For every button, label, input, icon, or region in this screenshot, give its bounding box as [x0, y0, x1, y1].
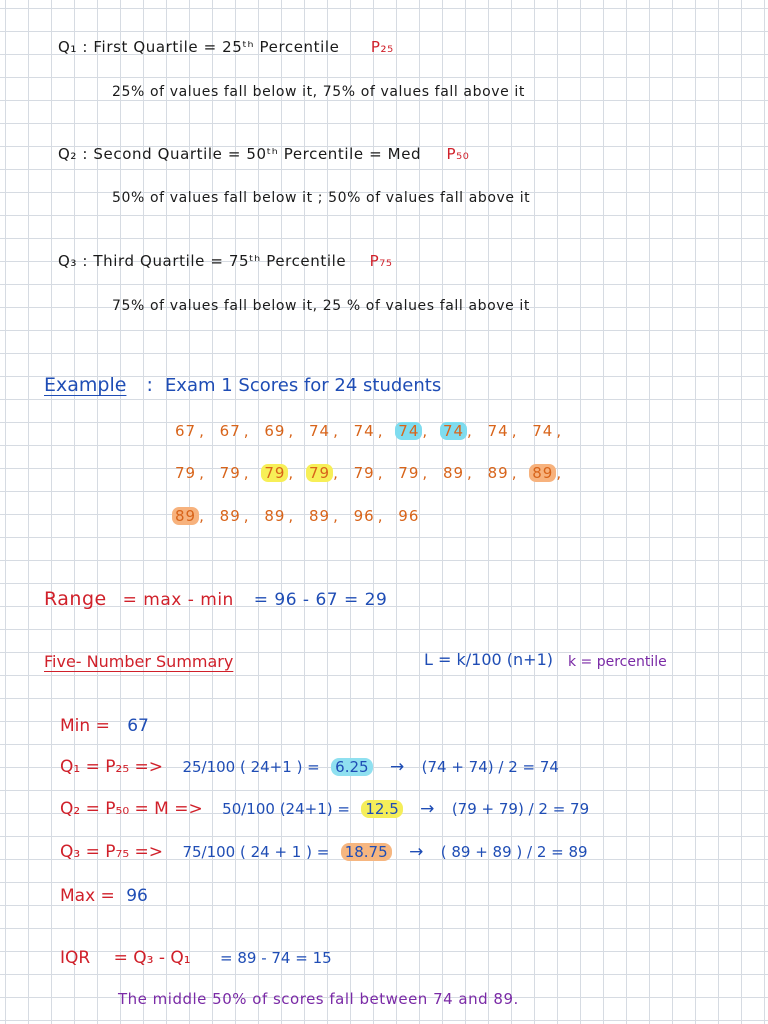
- score: 79: [398, 464, 420, 482]
- score: 89: [308, 507, 331, 525]
- q1-calc: 25/100 ( 24+1 ) =: [182, 758, 320, 776]
- q3-position-highlight: 18.75: [341, 843, 392, 861]
- score: 79: [219, 464, 241, 482]
- score: 74: [532, 422, 554, 440]
- five-number-title: Five- Number Summary: [44, 652, 234, 671]
- iqr-label: IQR: [60, 948, 91, 968]
- score: 74: [308, 422, 331, 440]
- iqr-line: [60, 948, 332, 968]
- example-subtitle: Exam 1 Scores for 24 students: [164, 375, 442, 396]
- q2-calc: 50/100 (24+1) =: [222, 800, 350, 818]
- score: 89: [487, 464, 509, 482]
- score: 89: [442, 464, 465, 482]
- q2-description: 50% of values fall below it ; 50% of values fall above it: [112, 190, 531, 206]
- q1-definition: [58, 38, 394, 56]
- range-label: Range: [44, 588, 107, 610]
- score: 96: [398, 507, 420, 525]
- q2-line: [60, 799, 589, 819]
- max-line: [60, 886, 148, 906]
- q1-arrow: →: [389, 757, 405, 777]
- range-line: [44, 588, 387, 610]
- q3-percentile-tag: P₇₅: [369, 252, 393, 270]
- example-header: [44, 374, 441, 396]
- q3-description: 75% of values fall below it, 25 % of values fall above it: [112, 298, 531, 314]
- percentile-location-formula: L = k/100 (n+1): [424, 650, 553, 669]
- q2-result: (79 + 79) / 2 = 79: [451, 800, 590, 818]
- q2-definition: [58, 145, 469, 163]
- score-highlighted: 89: [529, 464, 556, 482]
- max-label: Max =: [60, 886, 115, 906]
- q2-label: Q₂ : Second Quartile = 50ᵗʰ Percentile = Med: [58, 145, 422, 163]
- q1-percentile-tag: P₂₅: [370, 38, 394, 56]
- scores-row-2: 79 , 79 , 79 , 79 , 79 , 79 , 89 , 89 , 89 ,: [172, 464, 568, 482]
- iqr-conclusion: The middle 50% of scores fall between 74 and 89.: [118, 990, 519, 1008]
- max-value: 96: [126, 886, 148, 906]
- score: 96: [353, 507, 375, 525]
- q2-arrow: →: [420, 799, 435, 819]
- q1-result: (74 + 74) / 2 = 74: [421, 758, 559, 776]
- score-highlighted: 79: [261, 464, 288, 482]
- q3-line: [60, 842, 588, 862]
- q3-label: Q₃ : Third Quartile = 75ᵗʰ Percentile: [58, 252, 347, 270]
- score-highlighted: 89: [172, 507, 199, 525]
- q2-stat-label: Q₂ = P₅₀ = M =>: [60, 799, 203, 819]
- score: 89: [219, 507, 241, 525]
- q2-position-highlight: 12.5: [361, 800, 402, 818]
- iqr-equation: = Q₃ - Q₁: [113, 948, 191, 968]
- q2-percentile-tag: P₅₀: [446, 145, 470, 163]
- score: 69: [264, 422, 286, 440]
- q3-calc: 75/100 ( 24 + 1 ) =: [182, 843, 330, 861]
- q3-result: ( 89 + 89 ) / 2 = 89: [440, 843, 588, 861]
- score-highlighted: 79: [306, 464, 333, 482]
- example-colon: :: [146, 374, 153, 396]
- q3-stat-label: Q₃ = P₇₅ =>: [60, 842, 164, 862]
- scores-row-3: 89 , 89 , 89 , 89 , 96 , 96: [172, 507, 422, 525]
- q1-stat-label: Q₁ = P₂₅ =>: [60, 757, 164, 777]
- iqr-calc: = 89 - 74 = 15: [220, 949, 332, 967]
- range-calc: = 96 - 67 = 29: [253, 590, 388, 610]
- score: 74: [353, 422, 375, 440]
- q1-line: [60, 757, 559, 777]
- min-line: [60, 716, 149, 736]
- score-highlighted: 74: [395, 422, 422, 440]
- example-title: Example: [44, 374, 127, 396]
- q1-label: Q₁ : First Quartile = 25ᵗʰ Percentile: [58, 38, 340, 56]
- min-value: 67: [127, 716, 149, 736]
- q1-description: 25% of values fall below it, 75% of values fall above it: [112, 84, 525, 100]
- score: 89: [264, 507, 286, 525]
- min-label: Min =: [60, 716, 110, 736]
- score: 67: [175, 422, 197, 440]
- score: 67: [219, 422, 241, 440]
- q3-definition: [58, 252, 392, 270]
- scores-row-1: 67 , 67 , 69 , 74 , 74 , 74 , 74 , 74 , 74 ,: [172, 422, 568, 440]
- k-note: k = percentile: [568, 654, 667, 670]
- q3-arrow: →: [409, 842, 424, 862]
- score: 79: [175, 464, 197, 482]
- score-highlighted: 74: [440, 422, 467, 440]
- score: 74: [487, 422, 509, 440]
- range-formula: = max - min: [122, 590, 234, 610]
- q1-position-highlight: 6.25: [331, 758, 372, 776]
- score: 79: [353, 464, 375, 482]
